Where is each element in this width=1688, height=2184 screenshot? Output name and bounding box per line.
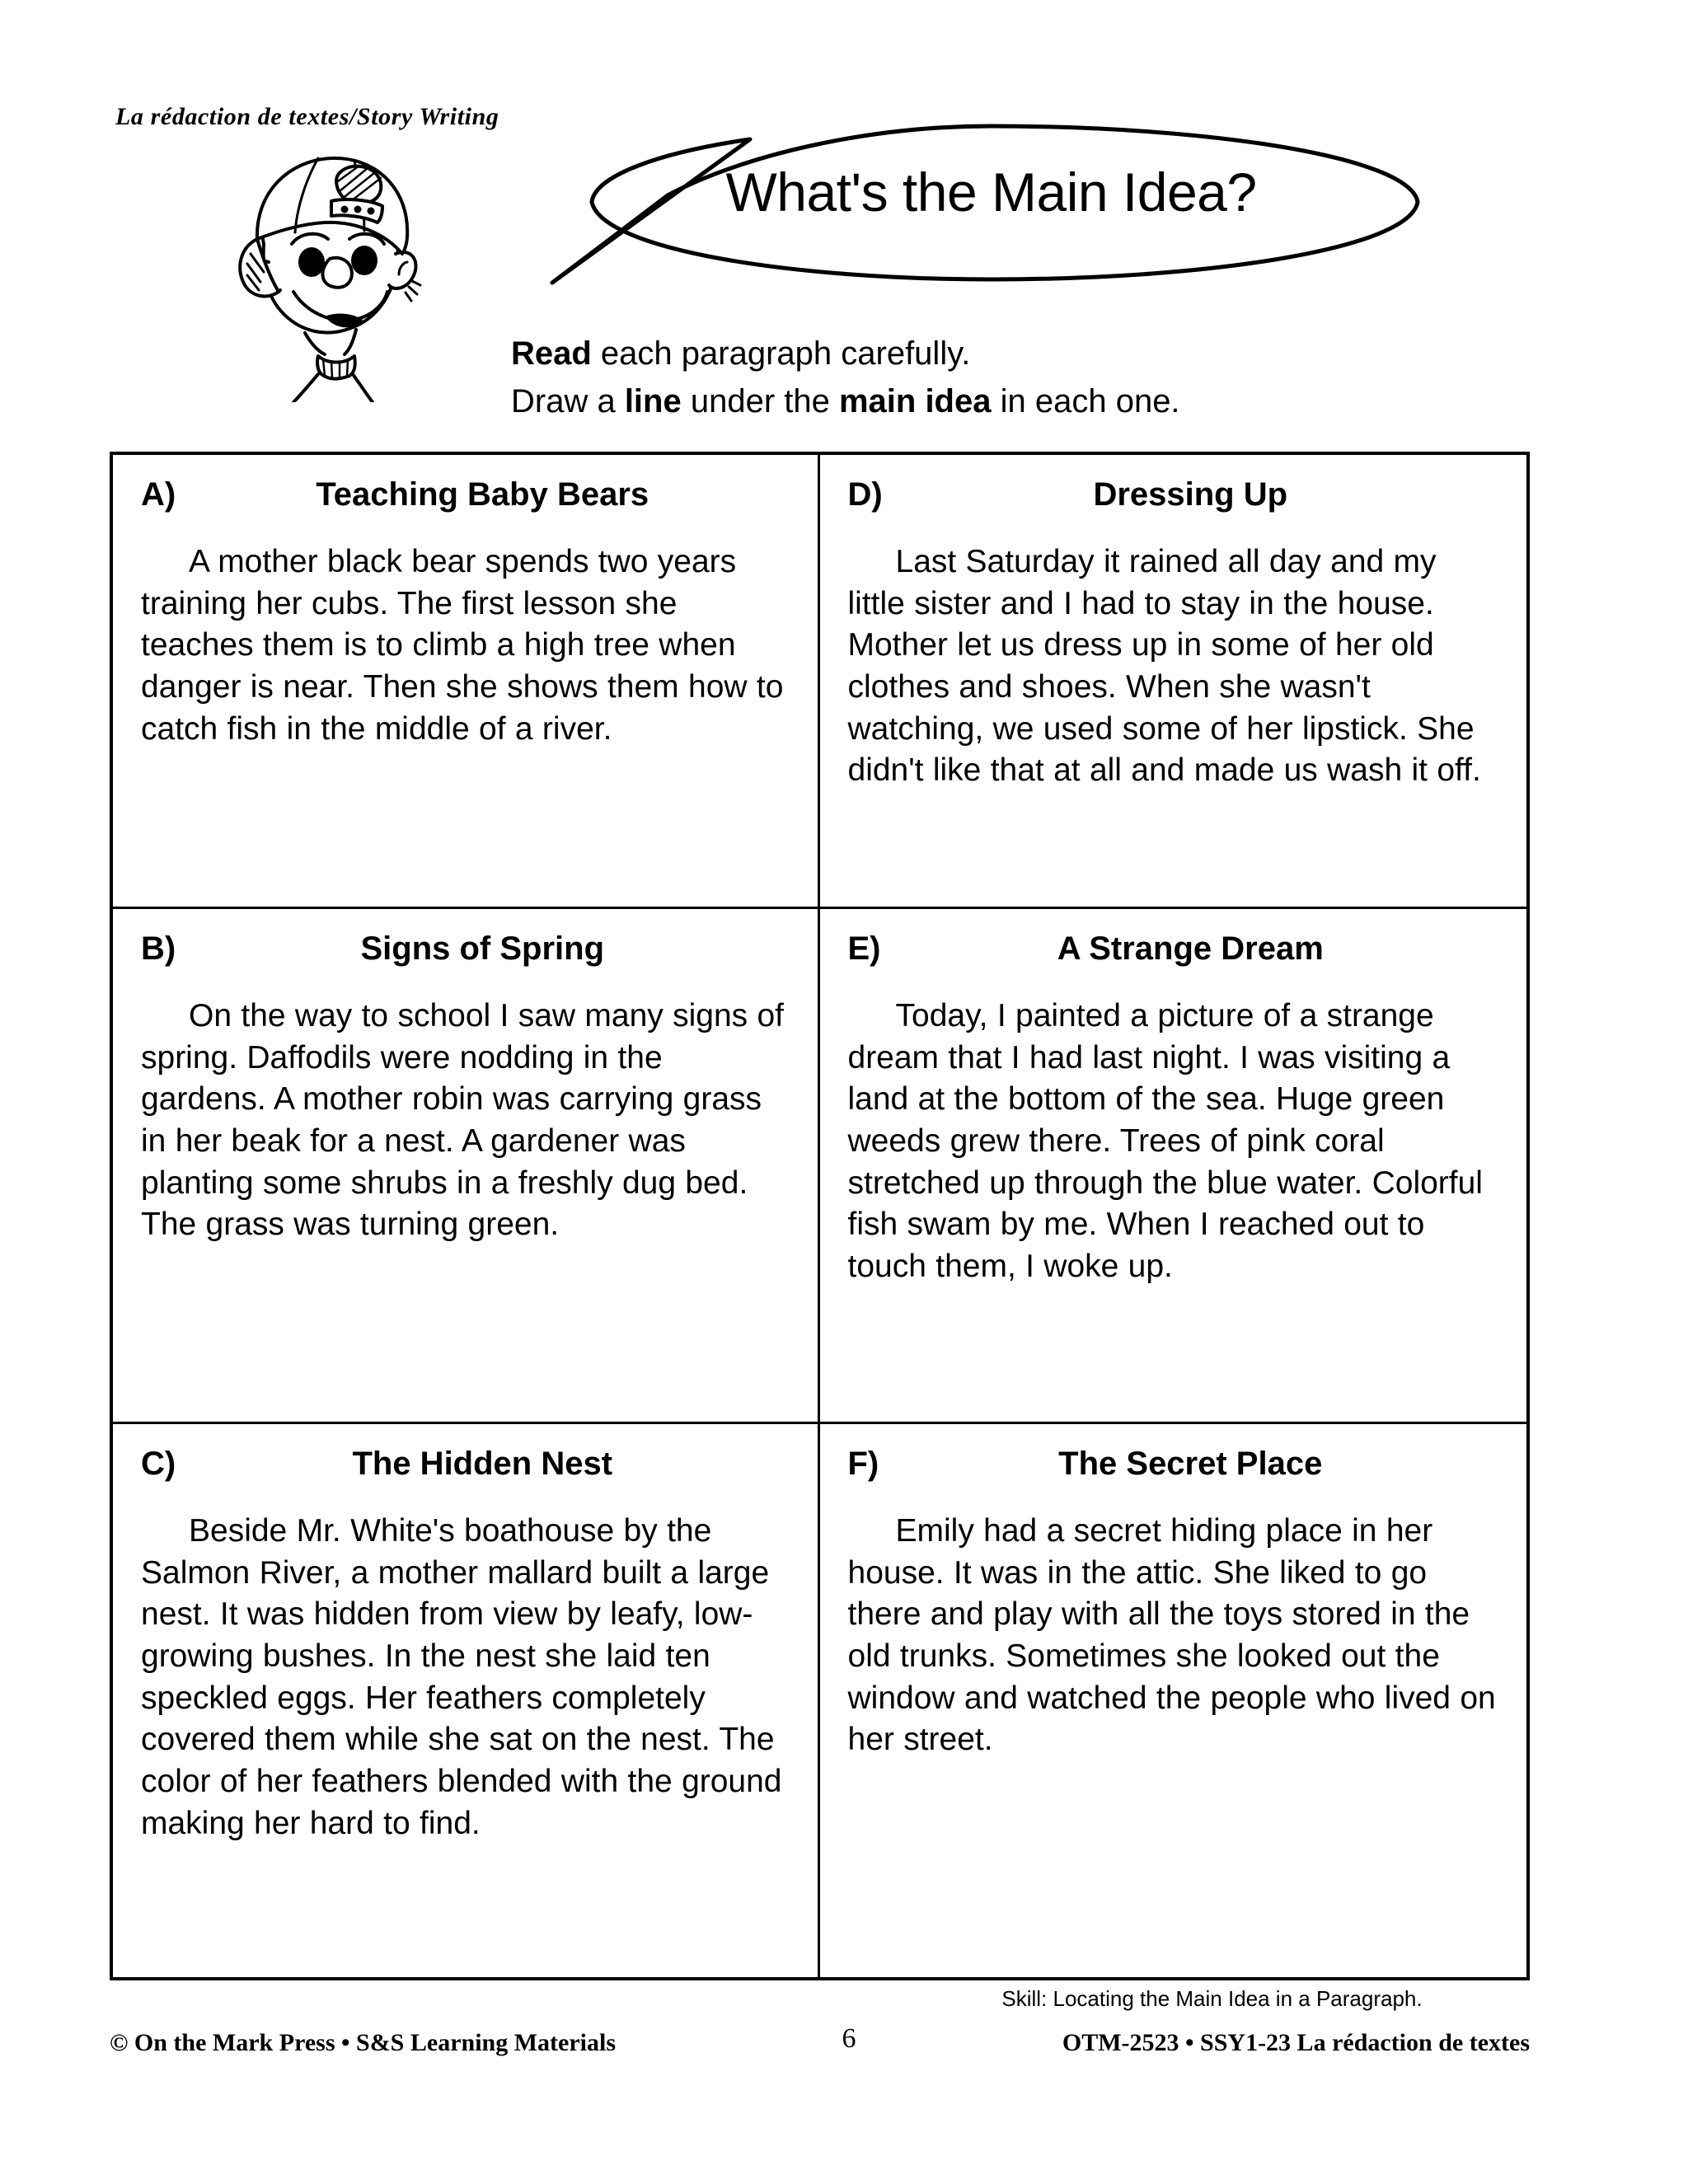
instruction-line-1 [511,330,1541,377]
paragraph-text: Beside Mr. White's boathouse by the Salmon River, a mother mallard built a large nest. It was hidden from view by leafy, low-growing bushes. In the nest she laid ten speckled eggs. Her feathers completely covered them while she sat on the nest. The color of her feathers blended with the ground making her hard to find. [141,1513,782,1841]
series-title: La rédaction de textes/Story Writing [115,103,499,130]
paragraph-letter: E) [847,930,881,967]
instruction-line-1-rest: each paragraph carefully. [591,335,971,372]
instruction-line-bold: line [624,383,682,419]
paragraph-title: The Hidden Nest [352,1446,613,1482]
paragraph-title: Teaching Baby Bears [316,476,649,513]
paragraph-heading [848,1446,1499,1483]
instruction-main-idea-bold: main idea [838,383,992,419]
instructions-block [511,330,1541,425]
copyright-notice: © On the Mark Press • S&S Learning Materials [110,2029,616,2056]
paragraph-cell-e[interactable] [820,909,1527,1424]
product-code: OTM-2523 • SSY1-23 La rédaction de textes [1062,2029,1530,2056]
paragraph-heading [141,1446,790,1483]
paragraph-letter: B) [141,930,176,967]
paragraph-cell-a[interactable] [113,455,820,909]
paragraph-text: On the way to school I saw many signs of spring. Daffodils were nodding in the gardens. A mother robin was carrying grass in her beak for a nest. A gardener was planting some shrubs in a freshly dug bed. The grass was turning green. [141,998,785,1243]
paragraph-title: Signs of Spring [360,930,605,967]
paragraph-heading [848,476,1499,513]
paragraph-cell-c[interactable] [113,1424,820,1977]
paragraph-letter: F) [847,1446,879,1482]
instruction-line-2-a: Draw a [511,383,625,419]
paragraph-letter: A) [141,476,176,513]
instruction-line-2 [511,377,1541,425]
paragraph-title: Dressing Up [1093,476,1288,513]
paragraph-heading [141,476,790,513]
boy-with-backwards-cap-icon [232,138,422,402]
paragraph-cell-f[interactable] [820,1424,1527,1977]
paragraph-title: The Secret Place [1058,1446,1323,1482]
paragraph-title: A Strange Dream [1057,930,1324,967]
paragraph-text: Last Saturday it rained all day and my little sister and I had to stay in the house. Mother let us dress up in some of her old clothes and shoes. When she wasn't watching, we used some of her lipstick. She didn't like that at all and made us wash it off. [847,544,1481,789]
paragraph-grid [110,452,1530,1980]
page-number: 6 [842,2023,856,2054]
paragraph-cell-b[interactable] [113,909,820,1424]
paragraph-letter: C) [141,1446,176,1482]
paragraph-heading [848,930,1499,968]
paragraph-cell-d[interactable] [820,455,1527,909]
skill-note: Skill: Locating the Main Idea in a Paragraph. [1001,1986,1423,2011]
paragraph-letter: D) [847,476,883,513]
instruction-line-2-b: under the [681,383,839,419]
paragraph-text: A mother black bear spends two years training her cubs. The first lesson she teaches them is to climb a high tree when danger is near. Then she shows them how to catch fish in the middle of a river. [141,544,784,747]
paragraph-text: Emily had a secret hiding place in her house. It was in the attic. She liked to go there and play with all the toys stored in the old trunks. Sometimes she looked out the window and watched the people who lived on her street. [847,1513,1496,1758]
instruction-read-bold: Read [511,335,592,372]
instruction-line-2-c: in each one. [991,383,1180,419]
page-title: What's the Main Idea? [725,162,1257,223]
paragraph-text: Today, I painted a picture of a strange dream that I had last night. I was visiting a land at the bottom of the sea. Huge green weeds grew there. Trees of pink coral stretched up through the blue water. Colorful fish swam by me. When I reached out to touch them, I woke up. [847,998,1483,1285]
paragraph-heading [141,930,790,968]
